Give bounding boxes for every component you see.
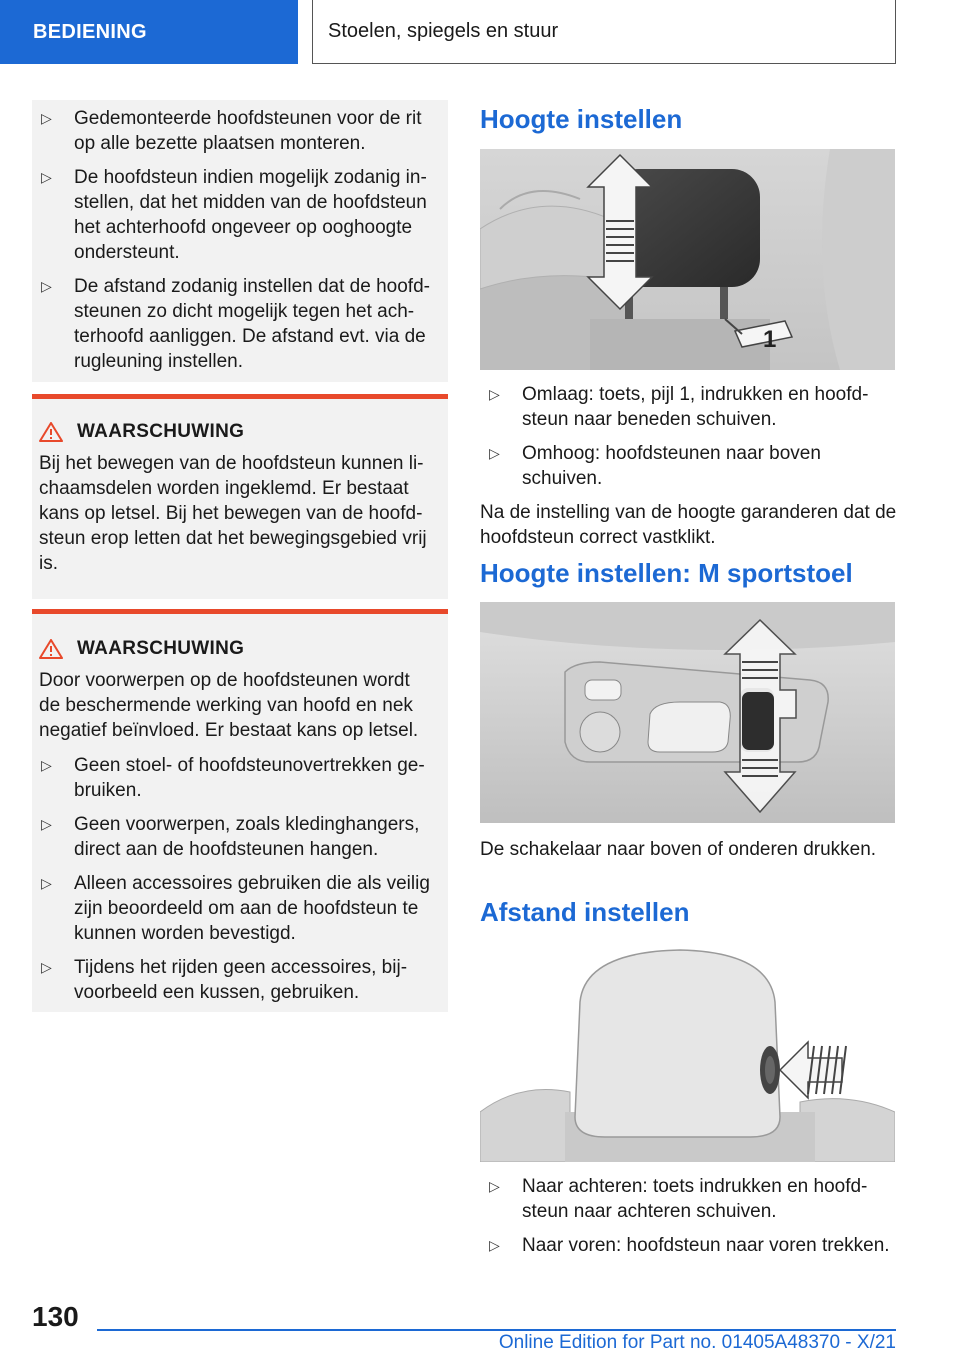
figure-label: 1: [763, 326, 777, 353]
triangle-right-icon: ▷: [41, 816, 52, 832]
instruction-list: [480, 1174, 900, 1258]
warning-title: WAARSCHUWING: [77, 638, 245, 659]
warning-triangle-icon: [39, 639, 63, 659]
edition-note: Online Edition for Part no. 01405A48370 - X/21: [498, 1332, 896, 1353]
warning-heading: [39, 638, 434, 660]
warning-heading: [39, 421, 434, 443]
intro-list: [32, 106, 436, 374]
section-header: BEDIENING: [0, 0, 298, 64]
sport-seat-switch-figure: [480, 602, 895, 823]
footer-divider: [97, 1329, 896, 1331]
section-title: Hoogte instellen: [480, 104, 683, 134]
triangle-right-icon: ▷: [489, 445, 500, 461]
list-item: ▷ Naar achteren: toets indrukken en hoofd-steun naar achteren schuiven.: [489, 1176, 868, 1222]
warning-text: Bij het bewegen van de hoofdsteun kunnen li-chaamsdelen worden ingeklemd. Er bestaat kans op letsel. Bij het bewegen van de hoofd-steun erop letten dat het bewegingsgebied vrij is.: [39, 453, 427, 574]
chapter-header: Stoelen, spiegels en stuur: [312, 0, 896, 64]
headrest-distance-figure: [480, 942, 895, 1162]
section-title: Hoogte instellen: M sportstoel: [480, 558, 853, 588]
list-item: ▷ Tijdens het rijden geen accessoires, bij-voorbeeld een kussen, gebruiken.: [41, 957, 408, 1003]
triangle-right-icon: ▷: [41, 169, 52, 185]
list-item: ▷ Alleen accessoires gebruiken die als veilig zijn beoordeeld om aan de hoofdsteun te kunnen worden bevestigd.: [41, 873, 430, 944]
triangle-right-icon: ▷: [41, 110, 52, 126]
section3-content: [480, 1174, 900, 1267]
triangle-right-icon: ▷: [41, 278, 52, 294]
page-number: 130: [32, 1301, 79, 1332]
section1-content: [480, 382, 900, 550]
list-item: ▷ De afstand zodanig instellen dat de hoofd-steunen zo dicht mogelijk tegen het ach-terhoofd aanliggen. De afstand evt. via de rugleuning instellen.: [41, 276, 430, 372]
list-item: ▷ Omhoog: hoofdsteunen naar boven schuiven.: [489, 443, 821, 489]
triangle-right-icon: ▷: [489, 1237, 500, 1253]
warning-text: Door voorwerpen op de hoofdsteunen wordt de beschermende werking van hoofd en nek negatief beïnvloed. Er bestaat kans op letsel.: [39, 670, 419, 741]
list-item: ▷ Geen voorwerpen, zoals kledinghangers, direct aan de hoofdsteunen hangen.: [41, 814, 420, 860]
instruction-list: [480, 382, 900, 491]
list-item: ▷ Omlaag: toets, pijl 1, indrukken en hoofd-steun naar beneden schuiven.: [489, 384, 869, 430]
warning-box: [32, 399, 448, 599]
list-item: ▷ Naar voren: hoofdsteun naar voren trekken.: [489, 1235, 890, 1256]
body-text: Na de instelling van de hoogte garanderen dat de hoofdsteun correct vastklikt.: [480, 502, 897, 548]
list-item: ▷ De hoofdsteun indien mogelijk zodanig in-stellen, dat het midden van de hoofdsteun het achterhoofd ongeveer op ooghoogte ondersteunt.: [41, 167, 427, 263]
body-text: De schakelaar naar boven of onderen drukken.: [480, 839, 877, 860]
triangle-right-icon: ▷: [41, 757, 52, 773]
triangle-right-icon: ▷: [489, 1178, 500, 1194]
section-title: Afstand instellen: [480, 897, 690, 927]
warning-box: [32, 614, 448, 1012]
triangle-right-icon: ▷: [41, 959, 52, 975]
warning-list: [32, 753, 434, 1005]
triangle-right-icon: ▷: [489, 386, 500, 402]
intro-box: [32, 100, 448, 382]
list-item: ▷ Gedemonteerde hoofdsteunen voor de rit op alle bezette plaatsen monteren.: [41, 108, 422, 154]
warning-title: WAARSCHUWING: [77, 421, 245, 442]
list-item: ▷ Geen stoel- of hoofdsteunovertrekken ge-bruiken.: [41, 755, 425, 801]
triangle-right-icon: ▷: [41, 875, 52, 891]
headrest-height-figure: [480, 149, 895, 370]
warning-triangle-icon: [39, 422, 63, 442]
